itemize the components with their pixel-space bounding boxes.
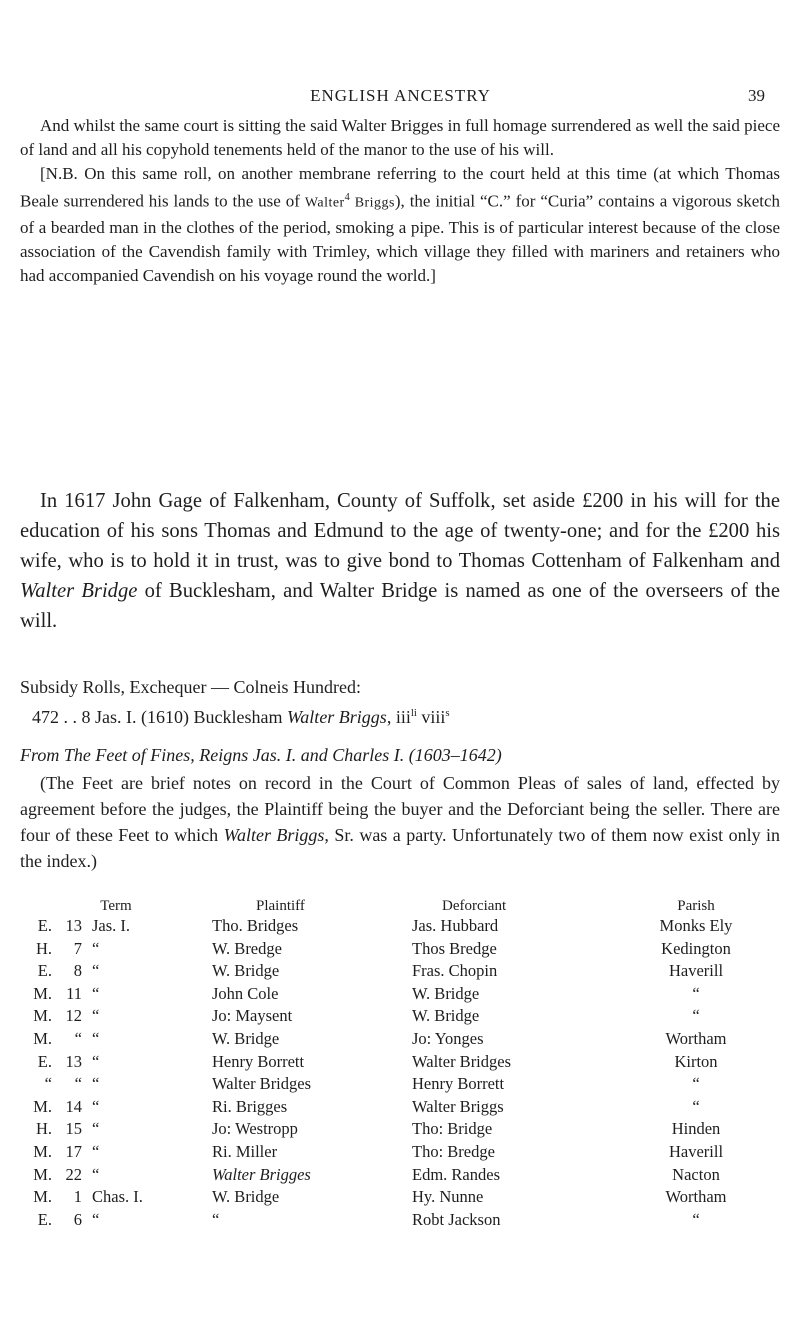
cell-plaintiff: Walter Brigges (212, 1164, 311, 1184)
cell-number: 12 (65, 1006, 82, 1026)
table-row (20, 1052, 780, 1075)
cell-parish: Haverill (668, 1141, 724, 1161)
cell-deforciant: Fras. Chopin (412, 961, 498, 981)
cell-plaintiff: John Cole (212, 983, 279, 1003)
cell-term: H. (35, 1119, 52, 1139)
table-row (20, 939, 780, 962)
cell-number: “ (74, 1074, 82, 1094)
cell-reign: “ (92, 983, 100, 1003)
cell-deforciant: Tho: Bredge (412, 1141, 495, 1161)
cell-deforciant: Edm. Randes (412, 1164, 500, 1184)
table-row (20, 1119, 780, 1142)
cell-number: 15 (65, 1119, 82, 1139)
cell-plaintiff: W. Bridge (212, 961, 280, 981)
cell-term: H. (35, 938, 52, 958)
cell-parish: Wortham (665, 1187, 727, 1207)
cell-parish: “ (692, 1006, 700, 1026)
cell-reign: “ (92, 961, 100, 981)
table-row (20, 1165, 780, 1188)
subsidy-entry-c: viii (416, 707, 446, 727)
subsidy-entry-a: 472 . . 8 Jas. I. (1610) Bucklesham (32, 707, 283, 727)
cell-deforciant: Jo: Yonges (412, 1028, 484, 1048)
cell-plaintiff: Ri. Miller (212, 1141, 278, 1161)
paragraph-gage-will (20, 486, 780, 636)
cell-reign: “ (92, 1164, 100, 1184)
cell-number: 13 (65, 1051, 82, 1071)
table-row (20, 961, 780, 984)
table-body (20, 916, 780, 1232)
table-row (20, 1187, 780, 1210)
cell-parish: Monks Ely (659, 916, 733, 935)
cell-plaintiff: W. Bridge (212, 1028, 280, 1048)
cell-deforciant: Hy. Nunne (412, 1187, 484, 1207)
cell-parish: “ (692, 983, 700, 1003)
cell-number: 22 (65, 1164, 82, 1184)
cell-reign: “ (92, 1119, 100, 1139)
fines-heading: From The Feet of Fines, Reigns Jas. I. and Charles I. (1603–1642) (20, 745, 502, 765)
cell-parish: Kedington (661, 938, 731, 958)
nb-text-b: ), the initial “C.” for “Curia” contains a vigorous sketch of a bearded man in the clothes of the period, smoking a pipe. This is of particular interest because of the close association of the Cavendish family with Trimley, which village they filled with mariners and retainers who had accompanied Cavendish on his voyage round the world.] (20, 191, 781, 285)
cell-deforciant: Walter Bridges (412, 1051, 512, 1071)
fines-italic-name: Walter Briggs (223, 825, 325, 845)
cell-deforciant: W. Bridge (412, 1006, 480, 1026)
cell-deforciant: Henry Borrett (412, 1074, 505, 1094)
cell-number: 13 (65, 916, 82, 935)
cell-term: M. (33, 1006, 52, 1026)
cell-term: M. (33, 1141, 52, 1161)
cell-term: M. (33, 1164, 52, 1184)
cell-deforciant: Robt Jackson (412, 1209, 501, 1229)
cell-plaintiff: Tho. Bridges (212, 916, 299, 935)
header-deforciant: Deforciant (442, 897, 507, 914)
cell-parish: Hinden (671, 1119, 721, 1139)
feet-of-fines (20, 742, 780, 874)
nb-name-walter: Walter (304, 195, 345, 211)
cell-plaintiff: Walter Bridges (212, 1074, 312, 1094)
cell-deforciant: Tho: Bridge (412, 1119, 493, 1139)
cell-reign: “ (92, 1006, 100, 1026)
header-parish: Parish (677, 897, 715, 914)
cell-reign: Chas. I. (92, 1187, 143, 1207)
cell-parish: Haverill (668, 961, 724, 981)
cell-number: 11 (66, 983, 82, 1003)
subsidy-entry (20, 700, 780, 730)
fines-paragraph (20, 770, 780, 874)
cell-number: 1 (73, 1187, 82, 1207)
subsidy-heading: Subsidy Rolls, Exchequer — Colneis Hundred: (20, 677, 361, 697)
cell-term: M. (33, 1028, 52, 1048)
cell-reign: “ (92, 1051, 100, 1071)
cell-parish: “ (692, 1096, 700, 1116)
subsidy-sup-li: li (410, 707, 417, 719)
cell-reign: “ (92, 938, 100, 958)
cell-parish: “ (692, 1074, 700, 1094)
cell-reign: “ (92, 1141, 100, 1161)
table-row (20, 1074, 780, 1097)
cell-term: M. (33, 1096, 52, 1116)
table-row (20, 1006, 780, 1029)
cell-number: 17 (65, 1141, 82, 1161)
cell-number: 8 (73, 961, 82, 981)
running-head: ENGLISH ANCESTRY (310, 86, 491, 105)
cell-term: E. (37, 961, 52, 981)
cell-deforciant: Jas. Hubbard (412, 916, 499, 935)
fines-text-a: (The Feet are brief notes on record in the Court of Common Pleas of sales of land, effected by agreement before the judges, the Plaintiff being the buyer and the Deforciant being the seller. There are four of these Feet to which (20, 773, 780, 845)
cell-plaintiff: W. Bridge (212, 1187, 280, 1207)
paragraph-homage (20, 114, 780, 288)
table-row (20, 1029, 780, 1052)
page-number: 39 (748, 86, 765, 105)
cell-plaintiff: Jo: Maysent (212, 1006, 293, 1026)
subsidy-rolls (20, 674, 780, 730)
cell-number: “ (74, 1028, 82, 1048)
cell-number: 7 (73, 938, 82, 958)
header-term: Term (100, 897, 132, 914)
cell-parish: Nacton (672, 1164, 720, 1184)
table-row (20, 916, 780, 939)
cell-number: 6 (73, 1209, 82, 1229)
nb-note (20, 162, 780, 288)
cell-term: M. (33, 1187, 52, 1207)
nb-name-briggs: Briggs (354, 195, 395, 211)
cell-reign: “ (92, 1028, 100, 1048)
fines-index-table (20, 896, 780, 1232)
cell-reign: Jas. I. (92, 916, 131, 935)
table-row (20, 1142, 780, 1165)
cell-term: E. (37, 1051, 52, 1071)
cell-deforciant: Walter Briggs (412, 1096, 504, 1116)
cell-reign: “ (92, 1074, 100, 1094)
nb-superscript: 4 (344, 192, 350, 203)
nb-text-a: [N.B. On this same roll, on another membrane referring to the court held at this time (at which Thomas Beale surrendered his lands to the use of (20, 164, 780, 211)
cell-plaintiff: Jo: Westropp (212, 1119, 298, 1139)
cell-deforciant: W. Bridge (412, 983, 480, 1003)
gage-italic-name: Walter Bridge (20, 580, 138, 602)
cell-term: M. (33, 983, 52, 1003)
cell-plaintiff: “ (212, 1209, 220, 1229)
cell-reign: “ (92, 1096, 100, 1116)
paragraph-homage-text: And whilst the same court is sitting the said Walter Brigges in full homage surrendered as well the said piece of land and all his copyhold tenements held of the manor to the use of his will. (20, 116, 780, 159)
cell-plaintiff: Henry Borrett (212, 1051, 305, 1071)
cell-term: “ (44, 1074, 52, 1094)
header-plaintiff: Plaintiff (256, 897, 305, 914)
cell-parish: Wortham (665, 1028, 727, 1048)
subsidy-sup-s: s (445, 707, 450, 719)
table-row (20, 1210, 780, 1233)
gage-text-a: In 1617 John Gage of Falkenham, County of Suffolk, set aside £200 in his will for the education of his sons Thomas and Edmund to the age of twenty-one; and for the £200 his wife, who is to hold it in trust, was to give bond to Thomas Cottenham of Falkenham and (20, 490, 780, 572)
cell-term: E. (37, 916, 52, 935)
cell-number: 14 (65, 1096, 82, 1116)
gage-text-b: of Bucklesham, and Walter Bridge is named as one of the overseers of the will. (20, 580, 780, 632)
cell-plaintiff: W. Bredge (212, 938, 282, 958)
table-row (20, 984, 780, 1007)
cell-plaintiff: Ri. Brigges (212, 1096, 288, 1116)
cell-deforciant: Thos Bredge (412, 938, 497, 958)
subsidy-entry-b: , iii (386, 707, 411, 727)
cell-term: E. (37, 1209, 52, 1229)
table-row (20, 1097, 780, 1120)
table-header-row (20, 896, 780, 916)
cell-parish: Kirton (674, 1051, 718, 1071)
subsidy-entry-name: Walter Briggs (286, 707, 387, 727)
cell-reign: “ (92, 1209, 100, 1229)
cell-parish: “ (692, 1209, 700, 1229)
fines-text-b: , Sr. was a party. Unfortunately two of them now exist only in the index.) (20, 825, 781, 871)
page-header (0, 86, 801, 110)
